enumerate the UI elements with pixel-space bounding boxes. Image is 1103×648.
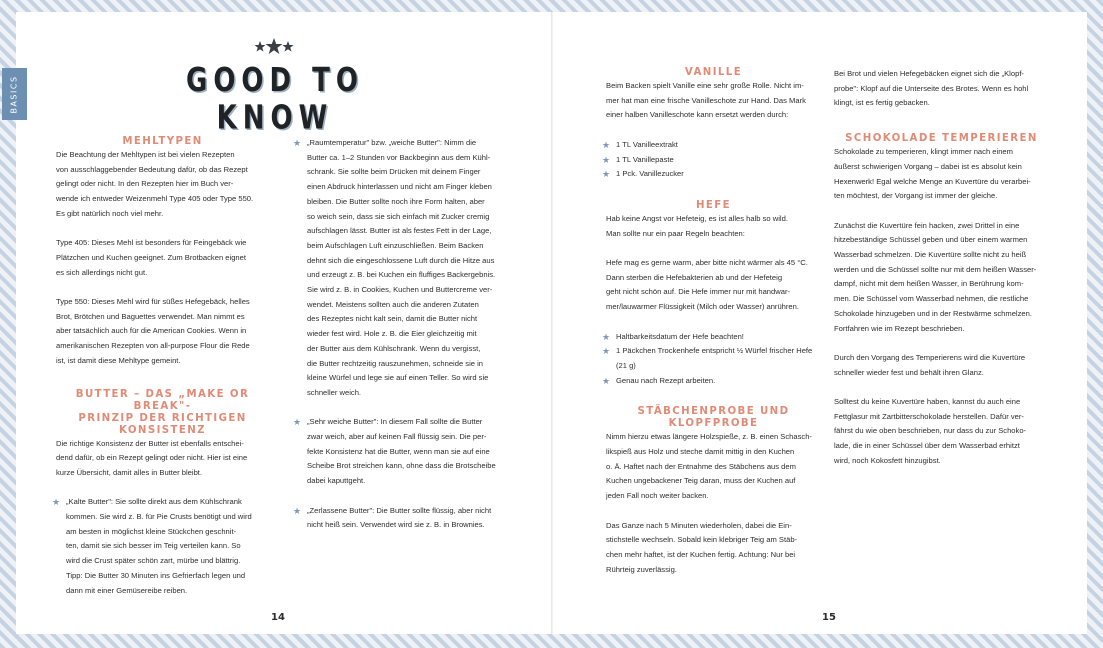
text-line: Brot, Brötchen und Baguettes verwendet. Man nimmt es [56,311,245,321]
text-line: Nimm hierzu etwas längere Holzspieße, z. B. einen Schasch- [606,432,812,442]
text-line: o. Ä. Haftet nach der Entnahme des Stäbchens aus dem [606,461,796,471]
text-line: dann mit einer Gemüsereibe reiben. [66,585,188,595]
list-item-kalte-butter [52,495,269,598]
list-item [602,167,821,182]
text-line: likspieß aus Holz und steche damit mittig in den Kuchen [606,447,795,457]
text-line: dend dafür, ob ein Rezept gelingt oder nicht. Hier ist eine [56,453,248,463]
list-item-zerlassene-butter [293,504,510,533]
vanille-list [602,138,821,182]
text-line: Type 405: Dieses Mehl ist besonders für Feingebäck wie [56,238,247,248]
text-line: nicht heiß sein. Verwendet wird sie z. B. in Brownies. [307,520,485,530]
text-line: chen mehr haftet, ist der Kuchen fertig. Achtung: Nur bei [606,549,796,559]
heading-staebchenprobe: STÄBCHENPROBE UND KLOPFPROBE [637,406,790,430]
list-item [602,374,821,389]
text-line: Fettglasur mit Zartbitterschokolade herstellen. Dafür ver- [834,411,1024,421]
text-line: werden und die Schüssel sollte nur mit dem heißen Wasser- [834,264,1037,274]
heading-butter-2: PRINZIP DER RICHTIGEN KONSISTENZ [78,412,247,436]
column-left-2 [293,136,510,533]
text-line: dabei kaputtgeht. [307,476,366,486]
text-line: ten möchtest, der Vorgang ist immer der gleiche. [834,191,998,201]
text-line: jeden Fall noch weiter backen. [606,491,709,501]
list-item [602,330,821,345]
list-item-sehr-weiche-butter [293,415,510,489]
text-line: ist, ist damit diese Mehltype gemeint. [56,355,181,365]
list-item-text: Genau nach Rezept arbeiten. [616,375,716,385]
column-left-1 [52,136,269,598]
text-line: Sie wird z. B. in Cookies, Kuchen und Buttercreme ver- [307,285,493,295]
schokolade-text-1 [834,145,1049,204]
text-line: wendet. Meistens sollten auch die anderen Zutaten [307,299,479,309]
text-line: mer hat man eine frische Vanilleschote zur Hand. Das Mark [606,95,806,105]
staebchen-text-2 [606,519,821,578]
text-line: amerikanischen Rezepten von all-purpose Flour die Rede [56,341,250,351]
text-line: und erzeugt z. B. bei Kuchen ein fluffiges Backergebnis. [307,270,496,280]
section-tab [2,68,27,120]
text-line: wende ich entweder Weizenmehl Type 405 oder Type 550. [56,194,254,204]
text-line: mer/lauwarmer Flüssigkeit (Milch oder Wasser) anrühren. [606,302,799,312]
text-line: es sich allerdings nicht gut. [56,267,148,277]
text-line: geht nicht schön auf. Die Hefe immer nur mit handwar- [606,287,791,297]
text-line: schrank. Sie sollte beim Drücken mit deinem Finger [307,167,481,177]
hefe-text [606,212,821,241]
text-line: Hab keine Angst vor Hefeteig, es ist alles halb so wild. [606,213,788,223]
text-line: Hexenwerk! Egal welche Menge an Kuvertüre du verarbei- [834,176,1031,186]
star-bullet-icon: ★ [602,346,611,357]
text-line: wird die Crust später schön zart, mürbe und blättrig. [66,556,241,566]
heading-butter-1: BUTTER – DAS „MAKE OR BREAK"- [75,388,250,412]
text-line: gelingt oder nicht. In den Rezepten hier im Buch ver- [56,179,234,189]
text-line: lade, die in einer Schüssel über dem Wasserbad erhitzt [834,441,1020,451]
text-line: Schokolade zu temperieren, klingt immer nach einem [834,147,1013,157]
text-line: „Kalte Butter": Sie sollte direkt aus dem Kühlschrank [66,497,242,507]
text-line: kurze Übersicht, damit alles in Butter bleibt. [56,467,203,477]
hefe-list [602,330,821,389]
text-line: Plätzchen und Kuchen geeignet. Zum Brotbacken eignet [56,252,246,262]
list-item-text: 1 TL Vanillepaste [616,154,674,164]
text-line: Durch den Vorgang des Temperierens wird die Kuvertüre [834,352,1026,362]
star-bullet-icon: ★ [602,375,611,386]
butter-text [56,437,269,481]
heading-hefe: HEFE [695,199,731,211]
text-line: wieder fest wird. Hole z. B. die Eier gleichzeitig mit [307,329,477,339]
text-line: dampf, nicht mit dem heißen Wasser, in Berührung kom- [834,279,1024,289]
mehltypen-text [56,148,269,222]
heading-mehltypen: MEHLTYPEN [122,136,203,147]
text-line: kommen. Sie wird z. B. für Pie Crusts benötigt und wird [66,512,252,522]
schokolade-text-2 [834,219,1049,337]
list-item [602,153,821,168]
text-line: Hefe mag es gerne warm, aber bitte nicht wärmer als 45 °C. [606,258,808,267]
text-line: zwar weich, aber auf keinen Fall flüssig sein. Die per- [307,432,487,442]
list-item-text: 1 TL Vanilleextrakt [616,139,678,149]
schokolade-text-3 [834,351,1049,380]
text-line: Zunächst die Kuvertüre fein hacken, zwei Drittel in eine [834,220,1020,230]
text-line: Es gibt natürlich noch viel mehr. [56,208,164,218]
klopfprobe-text [834,67,1049,111]
text-line: Rührteig zuverlässig. [606,564,677,574]
book-gutter [551,12,553,634]
section-tab-label: BASICS [10,74,19,114]
text-line: bleiben. Die Butter sollte noch ihre Form halten, aber [307,196,485,206]
text-line: einer halben Vanilleschote kann ersetzt werden durch: [606,110,789,120]
text-line: Scheibe Brot streichen kann, ohne dass die Brotscheibe [307,461,496,471]
text-line: äußerst schwierigen Vorgang – dabei ist es absolut kein [834,161,1022,171]
star-bullet-icon: ★ [602,169,611,180]
text-line: klingt, ist es fertig gebacken. [834,98,930,108]
star-bullet-icon: ★ [52,497,61,508]
text-line: Beim Backen spielt Vanille eine sehr große Rolle. Nicht im- [606,81,804,90]
text-line: Fortfahren wie im Rezept beschrieben. [834,323,965,333]
text-line: Tipp: Die Butter 30 Minuten ins Gefrierfach legen und [66,570,246,580]
column-right-1 [602,67,821,577]
text-line: des Rezeptes nicht kalt sein, damit die Butter nicht [307,314,478,324]
text-line: Butter ca. 1–2 Stunden vor Backbeginn aus dem Kühl- [307,152,491,162]
text-line: einen Abdruck hinterlassen und nicht am Finger kleben [307,182,492,192]
text-line: wird, noch Kokosfett hinzugibst. [834,455,941,465]
type550-text [56,295,269,369]
page-number-right: 15 [822,612,836,623]
text-line: die Butter rechtzeitig rauszunehmen, schneide sie in [307,358,484,368]
text-line: Man sollte nur ein paar Regeln beachten: [606,228,745,238]
text-line: schneller weich. [307,387,362,397]
text-line: fährst du wie oben beschrieben, nur dass du zur Schoko- [834,426,1027,436]
text-line: hitzebeständige Schüssel geben und über einem warmen [834,235,1028,245]
text-line: „Sehr weiche Butter": In diesem Fall sollte die Butter [307,417,483,427]
star-bullet-icon: ★ [602,139,611,150]
text-line: beim Aufschlagen Luft einzuschließen. Beim Backen [307,240,484,250]
text-line: aufschlagen lässt. Butter ist als festes Fett in der Lage, [307,226,492,236]
text-line: Dann sterben die Hefebakterien ab und der Hefeteig [606,272,783,282]
star-bullet-icon: ★ [602,331,611,342]
list-item-text: 1 Pck. Vanillezucker [616,169,684,179]
text-line: Die Beachtung der Mehltypen ist bei vielen Rezepten [56,150,235,159]
page-title: GOOD TO KNOW [185,62,365,137]
column-right-2 [834,67,1049,469]
schokolade-text-4 [834,395,1049,469]
type405-text [56,236,269,280]
text-line: am besten in möglichst kleine Stückchen geschnit- [66,526,237,536]
text-line: men. Die Schüssel vom Wasserbad nehmen, die restliche [834,294,1029,304]
list-item-text: Haltbarkeitsdatum der Hefe beachten! [616,331,744,341]
text-line: Schokolade hinzugeben und in der Restwärme schmelzen. [834,308,1032,318]
hefe-text-2 [606,256,821,315]
text-line: Das Ganze nach 5 Minuten wiederholen, dabei die Ein- [606,520,792,530]
heading-schokolade: SCHOKOLADE TEMPERIEREN [845,133,1038,145]
text-line: der Butter aus dem Kühlschrank. Wenn du vergisst, [307,343,481,353]
text-line: ten, damit sie sich besser im Teig verteilen kann. So [66,541,241,551]
star-bullet-icon: ★ [293,417,302,428]
text-line: stichstelle wechseln. Sobald kein klebriger Teig am Stäb- [606,535,798,545]
text-line: „Raumtemperatur" bzw. „weiche Butter": Nimm die [307,138,477,147]
text-line: aber tatsächlich auch für die American Cookies. Wenn in [56,326,247,336]
list-item [602,138,821,153]
heading-vanille: VANILLE [684,67,743,78]
vanille-text [606,79,821,123]
text-line: Kuchen ungebackener Teig daran, muss der Kuchen auf [606,476,796,486]
list-item [602,344,821,373]
list-item-text: 1 Päckchen Trockenhefe entspricht ½ Würfel frischer Hefe (21 g) [616,346,813,370]
staebchen-text [606,430,821,504]
text-line: Bei Brot und vielen Hefegebäcken eignet sich die „Klopf- [834,69,1024,78]
page-number-left: 14 [271,612,285,623]
text-line: schneller wieder fest und behält ihren Glanz. [834,367,984,377]
text-line: fekte Konsistenz hat die Butter, wenn man sie auf eine [307,446,490,456]
star-bullet-icon: ★ [602,154,611,165]
text-line: Die richtige Konsistenz der Butter ist ebenfalls entschei- [56,438,244,448]
text-line: Type 550: Dieses Mehl wird für süßes Hefegebäck, helles [56,297,250,306]
list-item-raumtemperatur [293,136,510,401]
text-line: so weich sein, dass sie sich einfach mit Zucker cremig [307,211,490,221]
text-line: Solltest du keine Kuvertüre haben, kannst du auch eine [834,397,1021,407]
text-line: kleine Würfel und lege sie auf einen Teller. So wird sie [307,373,489,383]
text-line: dehnt sich die eingeschlossene Luft durch die Hitze aus [307,255,495,265]
text-line: probe": Klopf auf die Unterseite des Brotes. Wenn es hohl [834,83,1029,93]
text-line: „Zerlassene Butter": Die Butter sollte flüssig, aber nicht [307,505,492,515]
star-bullet-icon: ★ [293,138,302,148]
text-line: von ausschlaggebender Bedeutung dafür, ob das Rezept [56,164,248,174]
text-line: Wasserbad schmelzen. Die Kuvertüre sollte nicht zu heiß [834,250,1027,260]
star-bullet-icon: ★ [293,505,302,516]
stars-ornament-icon [254,38,294,56]
